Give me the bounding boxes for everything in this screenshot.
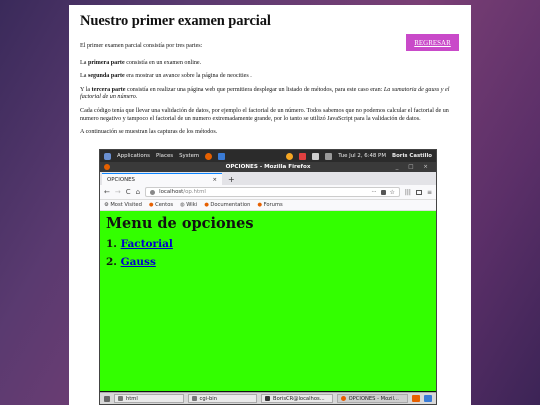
close-icon: × [212,176,217,183]
paragraph-first-part: La primera parte consistía en un examen online. [80,59,202,66]
window-titlebar [100,162,436,172]
document-page [69,5,471,405]
home-icon: ⌂ [135,188,141,196]
paragraph-validation: Cada código tenía que llevar una validación de datos, por ejemplo el factorial de un número. Todos sabemos que no podemos calcular el factorial de un numero negativo y tampoco el factorial de un numero extremadamente grande, por lo tanto se utilizó JavaScript para la validación de datos. [80,107,449,122]
pocket-icon [381,190,386,195]
tab-label: OPCIONES [107,176,135,183]
page-title: Nuestro primer examen parcial [80,13,271,29]
update-icon [299,153,306,160]
clock: Tue Jul 2, 6:48 PM [338,153,386,159]
url-text: localhost/op.html [159,189,206,195]
bookmark-forums: ● Forums [257,202,283,208]
factorial-link: Factorial [120,238,173,250]
info-icon [150,190,155,195]
terminal-icon [265,396,270,401]
window-controls: _ □ × [395,164,432,170]
firefox-icon [341,396,346,401]
option-gauss: 2. Gauss [106,256,156,268]
window-title: OPCIONES - Mozilla Firefox [225,164,311,170]
taskbar-item-firefox: OPCIONES - Mozil... [337,394,409,403]
menu-icon: ≡ [426,188,432,196]
paragraph-third-part: Y la tercera parte consistía en realizar una página web que permitiera desplegar un listado de métodos, para este caso eran: La sumatoria de gauss y el factorial de un número. [80,86,450,101]
taskbar-item-html: html [114,394,184,403]
applications-menu: Applications [117,153,150,159]
page-actions-icon: ··· [371,189,377,195]
options-list [106,238,430,268]
folder-icon [192,396,197,401]
library-icon: ||| [404,188,411,196]
page-content [100,211,436,391]
back-icon: ← [104,188,110,196]
show-desktop-icon [104,396,110,402]
folder-icon [118,396,123,401]
gnome-top-panel [100,150,436,162]
volume-icon [312,153,319,160]
new-tab-icon: + [228,175,235,184]
forward-icon: → [114,188,121,196]
url-bar [145,187,400,197]
taskbar-item-terminal: BorisCR@localhos... [261,394,333,403]
bookmark-centos: ● Centos [148,202,174,208]
applications-icon [104,153,111,160]
firefox-launcher-icon [205,153,212,160]
workspace-icon [412,395,420,402]
places-menu: Places [155,153,174,159]
bookmark-star-icon: ☆ [389,188,395,196]
network-icon [325,153,332,160]
sidebar-icon [416,190,422,195]
taskbar-item-cgi-bin: cgi-bin [188,394,258,403]
help-launcher-icon [218,153,225,160]
taskbar [100,392,436,404]
paragraph-captures: A continuación se muestran las capturas de los métodos. [80,129,218,136]
bookmarks-toolbar [100,200,436,211]
bookmark-wiki: ◍ Wiki [180,202,198,208]
system-menu: System [179,153,200,159]
reload-icon: C [125,188,131,196]
regresar-button[interactable]: REGRESAR [406,34,459,51]
tab-opciones [102,173,222,185]
workspace-icon [424,395,432,402]
notification-icon [286,153,293,160]
bookmark-most-visited: ⚙ Most Visited [104,202,142,208]
paragraph-second-part: La segunda parte era mostrar un avance sobre la página de neocities . [80,73,252,80]
user-name: Boris Castillo [391,153,432,159]
menu-heading: Menu de opciones [106,215,254,232]
firefox-icon [104,164,110,170]
gauss-link: Gauss [120,256,156,268]
tab-strip [100,172,436,185]
bookmark-documentation: ● Documentation [204,202,251,208]
embedded-screenshot [99,149,437,405]
navigation-bar [100,185,436,200]
intro-paragraph: El primer examen parcial consistía por tres partes: [80,43,203,49]
option-factorial: 1. Factorial [106,238,173,250]
